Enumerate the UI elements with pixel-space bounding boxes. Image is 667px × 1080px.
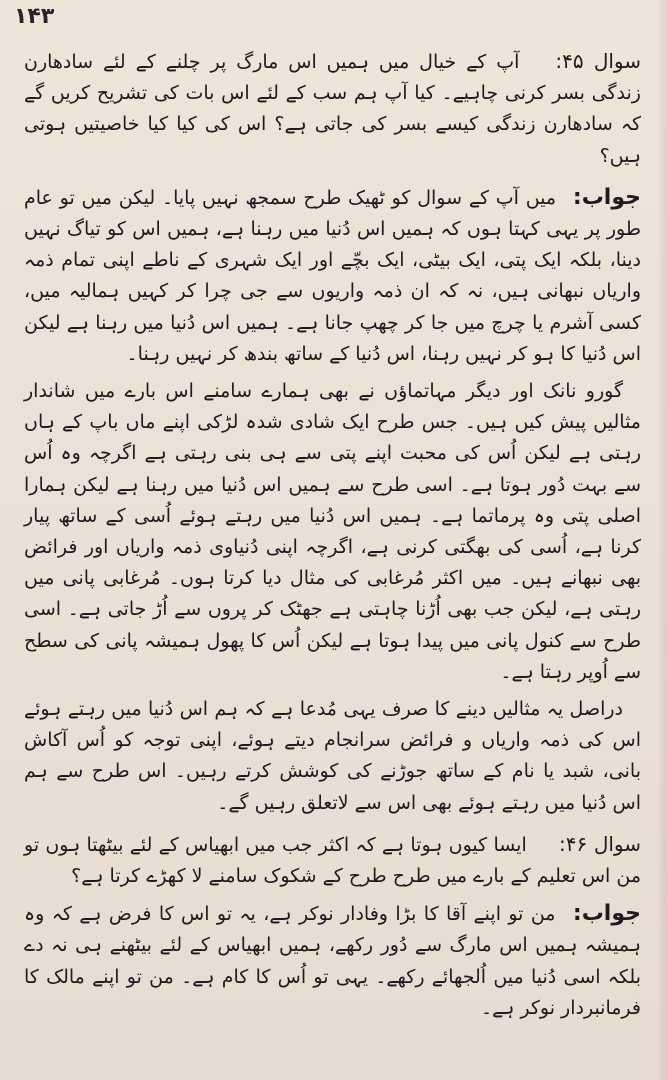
page-edge-shadow bbox=[657, 0, 667, 1080]
answer-46 bbox=[24, 898, 641, 1024]
page-text bbox=[24, 46, 641, 1034]
question-45 bbox=[24, 46, 641, 172]
question-text: آپ کے خیال میں ہمیں اس مارگ پر چلنے کے لئے سادھارن زندگی بسر کرنی چاہیے۔ کیا آپ ہم سب کے لئے اس بات کی تشریح کریں گے کہ سادھارن زندگی کیسے بسر کی جاتی ہے؟ اس کی کیا کیا خاصیتیں ہوتی ہیں؟ bbox=[24, 51, 641, 167]
answer-45-paragraph-3: دراصل یہ مثالیں دینے کا صرف یہی مُدعا ہے کہ ہم اس دُنیا میں رہتے ہوئے اس کی ذمہ واریاں و فرائض سرانجام دیتے ہوئے، اپنی توجہ کو اُس آکاش بانی، شبد یا نام کے ساتھ جوڑنے کی کوشش کرتے رہیں۔ اس طرح سے ہم اس دُنیا میں رہتے ہوئے بھی اس سے لاتعلق رہیں گے۔ bbox=[24, 698, 641, 814]
answer-label: جواب: bbox=[572, 184, 641, 210]
question-label: سوال ۴۵: bbox=[555, 49, 641, 73]
answer-45-paragraph-1 bbox=[24, 182, 641, 370]
answer-text: من تو اپنے آقا کا بڑا وفادار نوکر ہے، یہ تو اس کا فرض ہے کہ وہ ہمیشہ ہمیں اس مارگ سے دُور رکھے، ہمیں ابھیاس کے لئے بیٹھنے ہی نہ دے بلکہ اسی دُنیا میں اُلجھائے رکھے۔ یہی تو اُس کا کام ہے۔ من تو اپنے مالک کا فرمانبردار نوکر ہے۔ bbox=[24, 903, 641, 1019]
question-46 bbox=[24, 829, 641, 892]
answer-45-paragraph-2: گورو نانک اور دیگر مہاتماؤں نے بھی ہمارے سامنے اس بارے میں شاندار مثالیں پیش کیں ہیں۔ جس طرح ایک شادی شدہ لڑکی اپنے ماں باپ کے ہاں رہتی ہے لیکن اُس کی محبت اپنے پتی سے ہی بنی رہتی ہے اگرچہ وہ اُس سے بہت دُور ہوتا ہے۔ اسی طرح سے ہمیں اس دُنیا میں رہنا ہے لیکن ہمارا اصلی پتی وہ پرماتما ہے۔ ہمیں اس دُنیا میں رہتے ہوئے اُسی کے ساتھ پیار کرنا ہے، اُسی کی بھگتی کرنی ہے، اگرچہ اپنی دُنیاوی ذمہ واریاں اور فرائض بھی نبھانے ہیں۔ میں اکثر مُرغابی کی مثال دیا کرتا ہوں۔ مُرغابی پانی میں رہتی ہے، لیکن جب بھی اُڑنا چاہتی ہے جھٹک کر پروں سے اُڑ جاتی ہے۔ اسی طرح سے کنول پانی میں پیدا ہوتا ہے لیکن اُس کا پھول ہمیشہ پانی کی سطح سے اُوپر رہتا ہے۔ bbox=[24, 380, 641, 683]
answer-text: میں آپ کے سوال کو ٹھیک طرح سمجھ نہیں پایا۔ لیکن میں تو عام طور پر یہی کہتا ہوں کہ ہمیں اس دُنیا میں رہنا ہے، ہمیں اس کو تیاگ نہیں دینا، بلکہ ایک پتی، ایک بیٹی، ایک بچّے اور ایک شہری کے ناطے اپنی تمام ذمہ واریاں نبھانی ہیں، نہ کہ ان ذمہ واریوں سے جی چرا کر کہیں ہمالیہ میں، کسی آشرم یا چرچ میں جا کر چھپ جانا ہے۔ ہمیں اس دُنیا میں رہنا ہے لیکن اس دُنیا کا ہو کر نہیں رہنا، اس دُنیا کے ساتھ بندھ کر نہیں رہنا۔ bbox=[24, 186, 641, 365]
page-number: ۱۴۳ bbox=[14, 4, 55, 29]
question-text: ایسا کیوں ہوتا ہے کہ اکثر جب میں ابھیاس کے لئے بیٹھتا ہوں تو من اس تعلیم کے بارے میں طرح طرح کے شکوک سامنے لا کھڑے کرتا ہے؟ bbox=[24, 833, 641, 888]
answer-label: جواب: bbox=[572, 901, 641, 927]
question-label: سوال ۴۶: bbox=[559, 831, 641, 856]
